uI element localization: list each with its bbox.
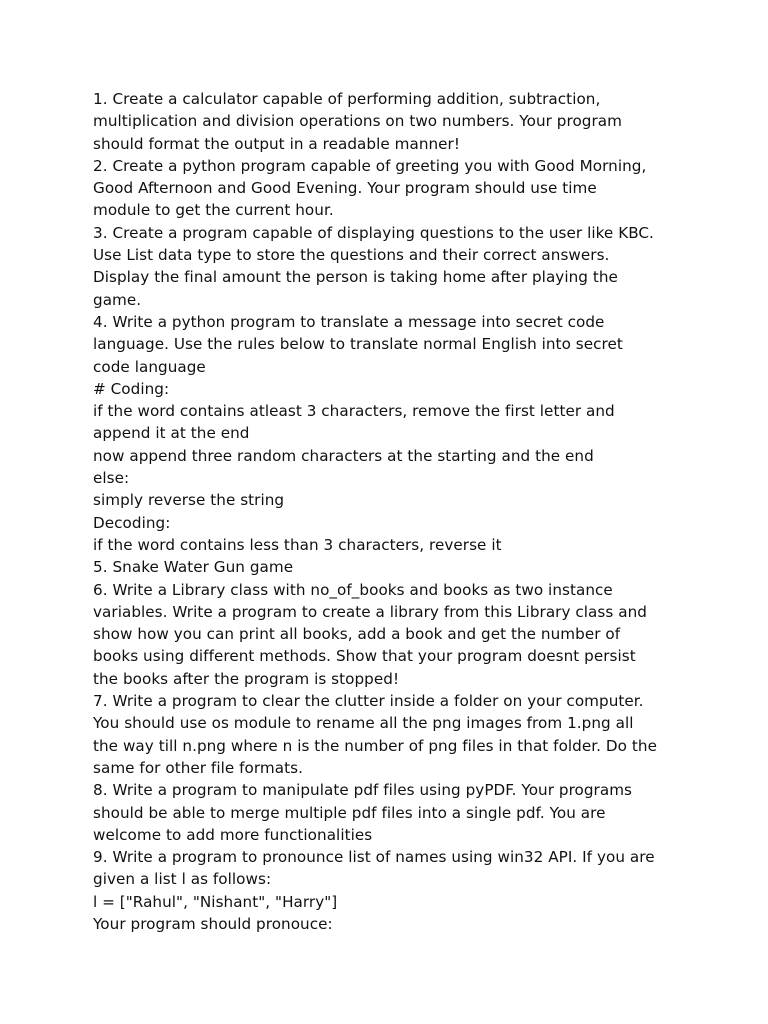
text-line: module to get the current hour.: [93, 201, 334, 220]
text-line: Good Afternoon and Good Evening. Your program should use time: [93, 179, 597, 198]
text-line: Use List data type to store the questions and their correct answers.: [93, 246, 610, 265]
text-line: 6. Write a Library class with no_of_books and books as two instance: [93, 580, 613, 599]
text-line: same for other file formats.: [93, 758, 303, 777]
text-line: language. Use the rules below to translate normal English into secret: [93, 335, 623, 354]
text-line: if the word contains atleast 3 characters, remove the first letter and: [93, 402, 615, 421]
text-line: 8. Write a program to manipulate pdf files using pyPDF. Your programs: [93, 781, 633, 800]
text-line: code language: [93, 357, 206, 376]
text-line: welcome to add more functionalities: [93, 825, 373, 844]
text-line: 5. Snake Water Gun game: [93, 558, 294, 577]
text-line: 9. Write a program to pronounce list of names using win32 API. If you are: [93, 848, 655, 867]
text-line: should format the output in a readable manner!: [93, 134, 460, 153]
text-line: variables. Write a program to create a library from this Library class and: [93, 602, 647, 621]
text-line: You should use os module to rename all the png images from 1.png all: [93, 714, 634, 733]
text-line: else:: [93, 469, 130, 488]
text-line: 3. Create a program capable of displaying questions to the user like KBC.: [93, 223, 654, 242]
text-line: the books after the program is stopped!: [93, 669, 400, 688]
text-line: # Coding:: [93, 379, 170, 398]
text-line: 2. Create a python program capable of greeting you with Good Morning,: [93, 156, 647, 175]
text-line: given a list l as follows:: [93, 870, 272, 889]
text-line: Your program should pronouce:: [93, 914, 333, 933]
text-line: Decoding:: [93, 513, 171, 532]
text-line: should be able to merge multiple pdf files into a single pdf. You are: [93, 803, 606, 822]
text-line: the way till n.png where n is the number of png files in that folder. Do the: [93, 736, 657, 755]
text-line: show how you can print all books, add a book and get the number of: [93, 625, 621, 644]
text-line: Display the final amount the person is taking home after playing the: [93, 268, 618, 287]
text-line: 1. Create a calculator capable of performing addition, subtraction,: [93, 90, 601, 108]
text-line: game.: [93, 290, 142, 309]
document-text: [93, 88, 693, 935]
text-line: append it at the end: [93, 424, 250, 443]
text-line: simply reverse the string: [93, 491, 285, 510]
text-line: if the word contains less than 3 characters, reverse it: [93, 535, 502, 554]
text-line: l = ["Rahul", "Nishant", "Harry"]: [93, 892, 338, 911]
text-line: 4. Write a python program to translate a message into secret code: [93, 312, 605, 331]
text-line: books using different methods. Show that your program doesnt persist: [93, 647, 636, 666]
text-line: 7. Write a program to clear the clutter inside a folder on your computer.: [93, 692, 644, 711]
text-line: multiplication and division operations on two numbers. Your program: [93, 112, 622, 131]
text-line: now append three random characters at the starting and the end: [93, 446, 594, 465]
